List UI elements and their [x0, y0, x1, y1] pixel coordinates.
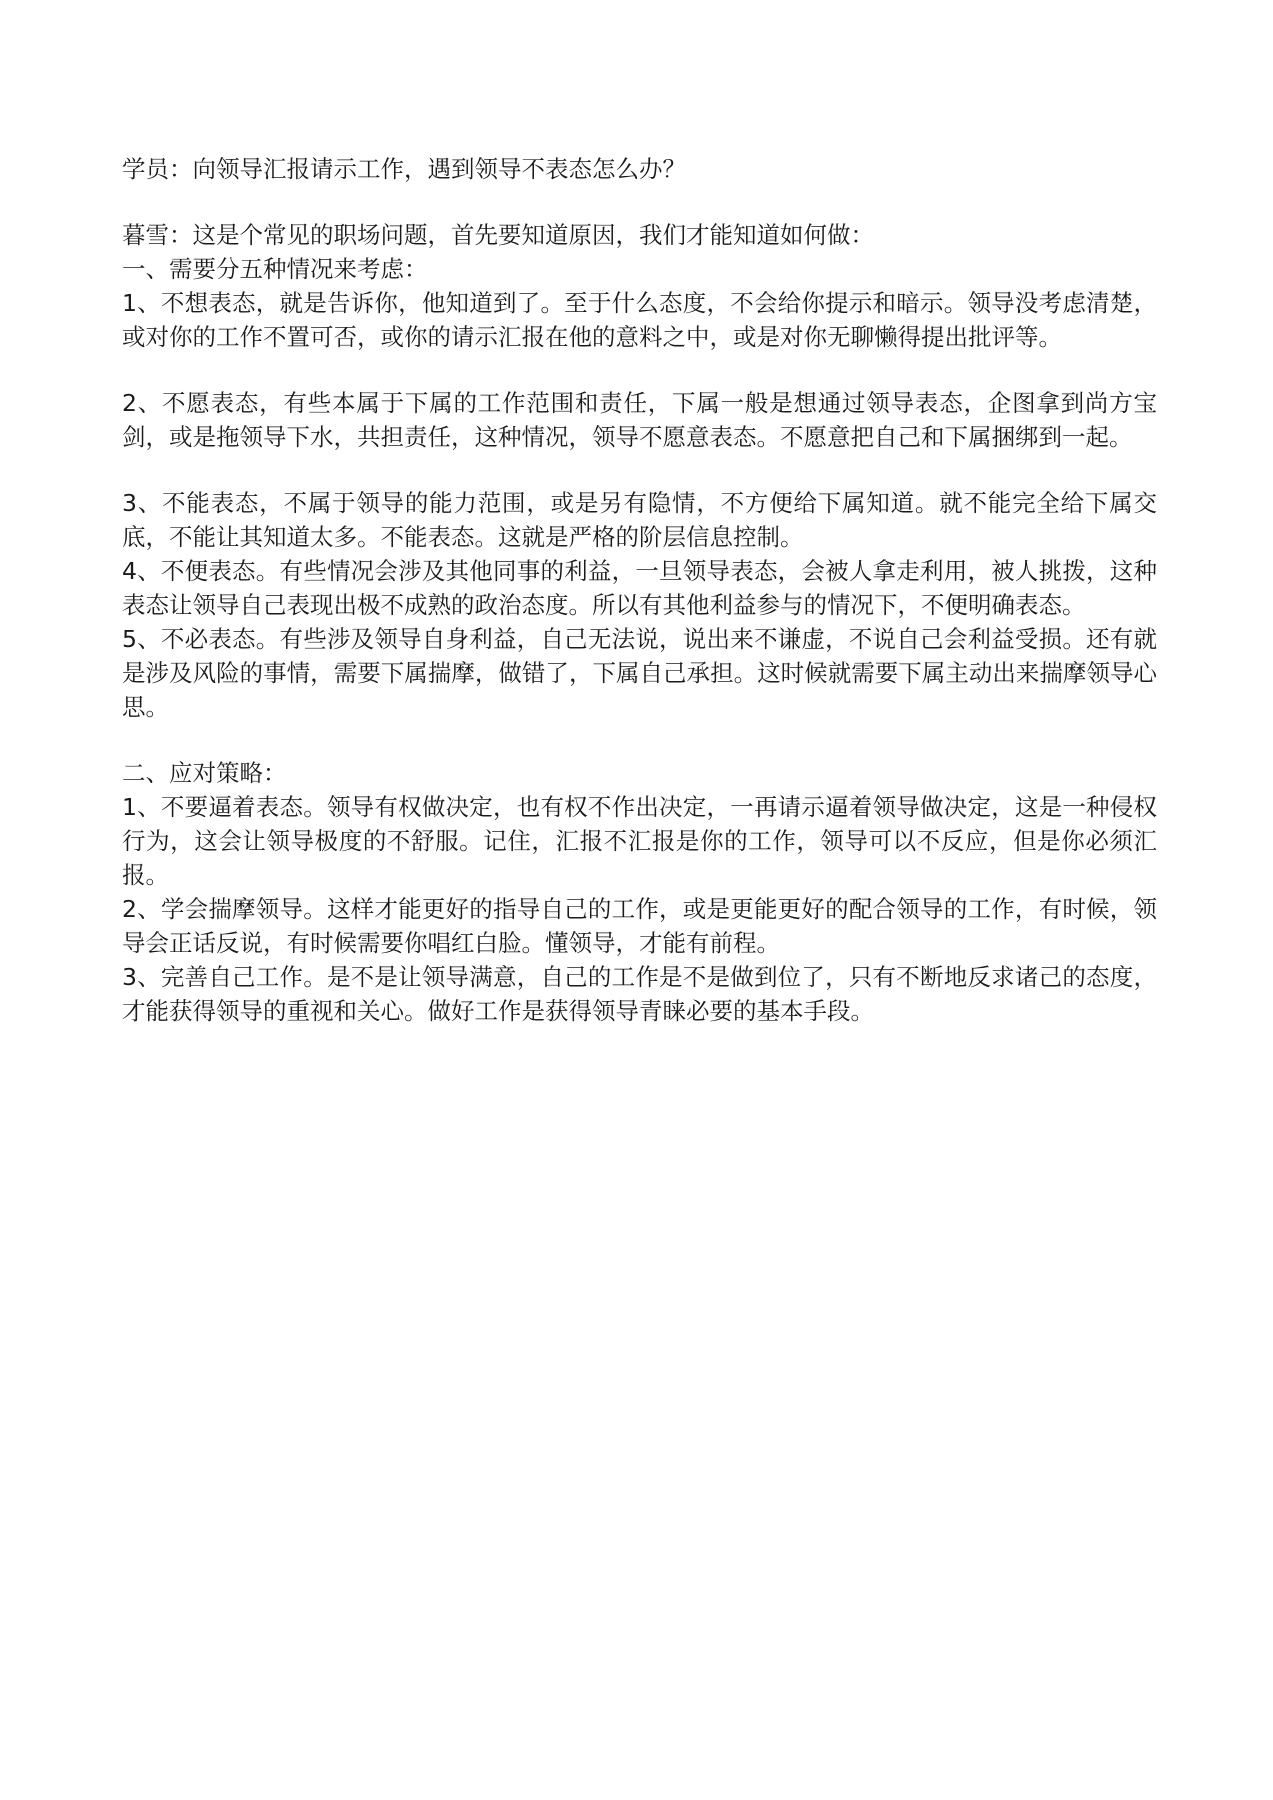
question-line: 学员：向领导汇报请示工作，遇到领导不表态怎么办？	[122, 155, 686, 183]
paragraph-gap	[122, 186, 1157, 218]
paragraph-gap	[122, 724, 1157, 756]
paragraph-gap	[122, 354, 1157, 386]
section1-heading: 一、需要分五种情况来考虑：	[122, 255, 428, 283]
section1-item-1: 1、不想表态，就是告诉你，他知道到了。至于什么态度，不会给你提示和暗示。领导没考虑清楚，或对你的工作不置可否，或你的请示汇报在他的意料之中，或是对你无聊懒得提出批评等。	[122, 289, 1157, 351]
paragraph-gap	[122, 454, 1157, 486]
section1-item-4: 4、不便表态。有些情况会涉及其他同事的利益，一旦领导表态，会被人拿走利用，被人挑拨，这种表态让领导自己表现出极不成熟的政治态度。所以有其他利益参与的情况下，不便明确表态。	[122, 557, 1157, 619]
section1-item-2: 2、不愿表态，有些本属于下属的工作范围和责任，下属一般是想通过领导表态，企图拿到尚方宝剑，或是拖领导下水，共担责任，这种情况，领导不愿意表态。不愿意把自己和下属捆绑到一起。	[122, 389, 1157, 451]
section2-item-1: 1、不要逼着表态。领导有权做决定，也有权不作出决定，一再请示逼着领导做决定，这是一种侵权行为，这会让领导极度的不舒服。记住，汇报不汇报是你的工作，领导可以不反应，但是你必须汇报。	[122, 793, 1157, 889]
section1-item-3: 3、不能表态，不属于领导的能力范围，或是另有隐情，不方便给下属知道。就不能完全给下属交底，不能让其知道太多。不能表态。这就是严格的阶层信息控制。	[122, 489, 1157, 551]
section1-item-5: 5、不必表态。有些涉及领导自身利益，自己无法说，说出来不谦虚，不说自己会利益受损。还有就是涉及风险的事情，需要下属揣摩，做错了，下属自己承担。这时候就需要下属主动出来揣摩领导心思。	[122, 625, 1157, 721]
section2-item-3: 3、完善自己工作。是不是让领导满意，自己的工作是不是做到位了，只有不断地反求诸己的态度，才能获得领导的重视和关心。做好工作是获得领导青睐必要的基本手段。	[122, 963, 1157, 1025]
answer-intro: 暮雪：这是个常见的职场问题，首先要知道原因，我们才能知道如何做：	[122, 221, 874, 249]
section2-heading: 二、应对策略：	[122, 759, 287, 787]
section2-item-2: 2、学会揣摩领导。这样才能更好的指导自己的工作，或是更能更好的配合领导的工作，有时候，领导会正话反说，有时候需要你唱红白脸。懂领导，才能有前程。	[122, 895, 1157, 957]
document-body	[122, 152, 1157, 1028]
